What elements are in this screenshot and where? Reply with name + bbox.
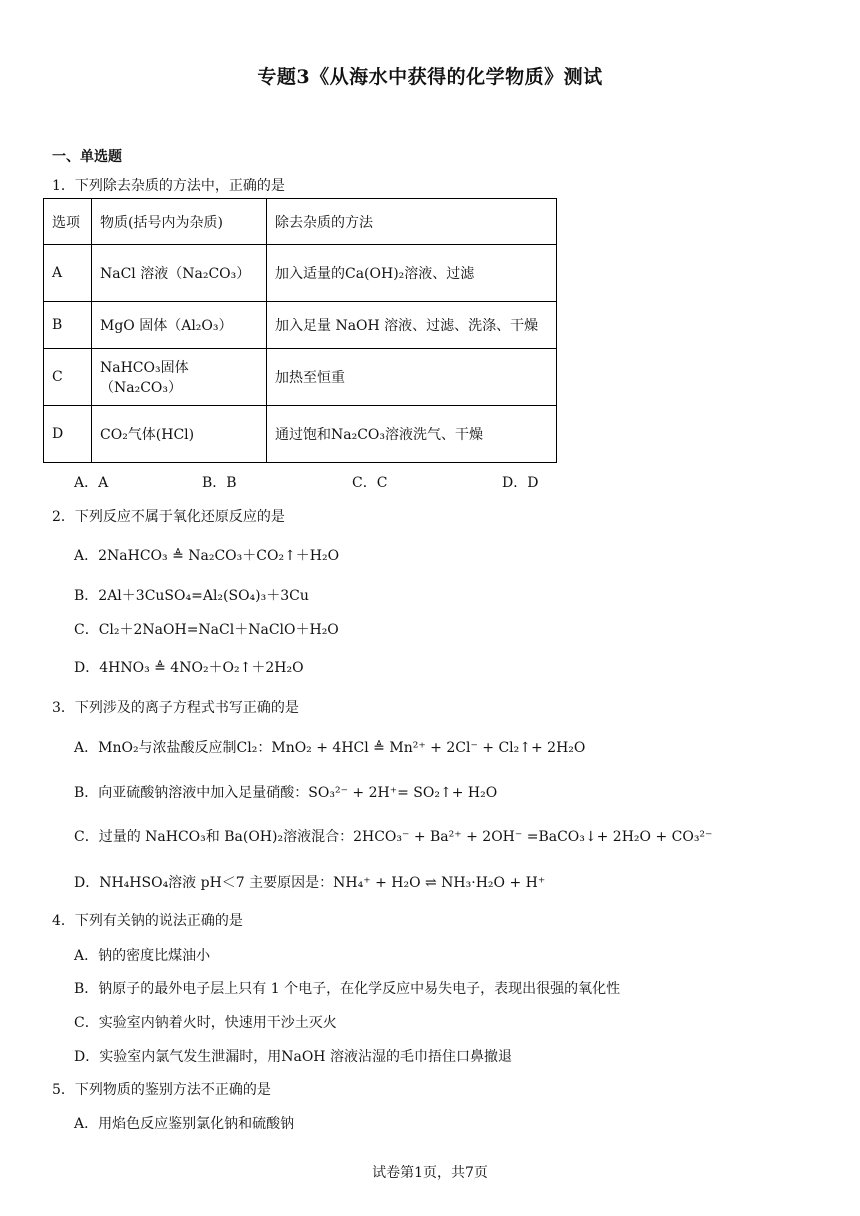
row-option: C (44, 349, 92, 406)
question-4-stem: 4．下列有关钠的说法正确的是 (52, 913, 243, 929)
question-3-option-c[interactable]: C．过量的 NaHCO₃和 Ba(OH)₂溶液混合：2HCO₃⁻ + Ba²⁺ + 2OH⁻ =BaCO₃↓+ 2H₂O + CO₃²⁻ (74, 829, 713, 845)
question-4-option-b[interactable]: B．钠原子的最外电子层上只有 1 个电子，在化学反应中易失电子，表现出很强的氧化性 (74, 981, 621, 997)
row-substance: CO₂气体(HCl) (92, 406, 267, 463)
row-method: 加入足量 NaOH 溶液、过滤、洗涤、干燥 (267, 302, 557, 349)
question-4-option-d[interactable]: D．实验室内氯气发生泄漏时，用NaOH 溶液沾湿的毛巾捂住口鼻撤退 (74, 1049, 512, 1065)
question-1-choices (74, 472, 574, 490)
row-option: D (44, 406, 92, 463)
question-4-option-a[interactable]: A．钠的密度比煤油小 (74, 948, 211, 964)
row-method: 加入适量的Ca(OH)₂溶液、过滤 (267, 245, 557, 302)
question-1-stem: 1．下列除去杂质的方法中，正确的是 (52, 178, 285, 194)
row-option: A (44, 245, 92, 302)
question-3-stem: 3．下列涉及的离子方程式书写正确的是 (52, 700, 299, 716)
row-substance: NaCl 溶液（Na₂CO₃） (92, 245, 267, 302)
header-option: 选项 (44, 199, 92, 245)
question-2-option-c[interactable]: C．Cl₂＋2NaOH=NaCl＋NaClO＋H₂O (74, 622, 339, 638)
question-5-option-a[interactable]: A．用焰色反应鉴别氯化钠和硫酸钠 (74, 1116, 295, 1132)
choice-b[interactable]: B．B (202, 475, 237, 491)
row-method: 加热至恒重 (267, 349, 557, 406)
choice-c[interactable]: C．C (352, 475, 388, 491)
row-option: B (44, 302, 92, 349)
table-row (44, 245, 557, 302)
question-5-stem: 5．下列物质的鉴别方法不正确的是 (52, 1082, 271, 1098)
question-2-option-d[interactable]: D．4HNO₃ ≜ 4NO₂＋O₂↑＋2H₂O (74, 660, 304, 676)
table-row (44, 349, 557, 406)
header-method: 除去杂质的方法 (267, 199, 557, 245)
question-2-option-b[interactable]: B．2Al＋3CuSO₄=Al₂(SO₄)₃＋3Cu (74, 588, 309, 604)
section-heading: 一、单选题 (52, 149, 122, 165)
question-3-option-d[interactable]: D．NH₄HSO₄溶液 pH＜7 主要原因是：NH₄⁺ + H₂O ⇌ NH₃·H₂O + H⁺ (74, 875, 546, 891)
question-3-option-a[interactable]: A．MnO₂与浓盐酸反应制Cl₂：MnO₂ + 4HCl ≜ Mn²⁺ + 2Cl⁻ + Cl₂↑+ 2H₂O (74, 740, 586, 756)
row-substance: MgO 固体（Al₂O₃） (92, 302, 267, 349)
question-2-stem: 2．下列反应不属于氧化还原反应的是 (52, 509, 285, 525)
table-row (44, 302, 557, 349)
page-footer: 试卷第1页，共7页 (372, 1165, 488, 1181)
question-1-table (43, 198, 557, 463)
header-substance: 物质(括号内为杂质) (92, 199, 267, 245)
question-3-option-b[interactable]: B．向亚硫酸钠溶液中加入足量硝酸：SO₃²⁻ + 2H⁺= SO₂↑+ H₂O (74, 785, 498, 801)
page-title: 专题3《从海水中获得的化学物质》测试 (257, 66, 603, 88)
question-4-option-c[interactable]: C．实验室内钠着火时，快速用干沙土灭火 (74, 1015, 337, 1031)
table-header-row (44, 199, 557, 245)
choice-d[interactable]: D．D (502, 475, 539, 491)
row-substance: NaHCO₃固体（Na₂CO₃） (92, 349, 267, 406)
choice-a[interactable]: A．A (74, 475, 109, 491)
table-row (44, 406, 557, 463)
row-method: 通过饱和Na₂CO₃溶液洗气、干燥 (267, 406, 557, 463)
question-2-option-a[interactable]: A．2NaHCO₃ ≜ Na₂CO₃＋CO₂↑＋H₂O (74, 548, 340, 564)
